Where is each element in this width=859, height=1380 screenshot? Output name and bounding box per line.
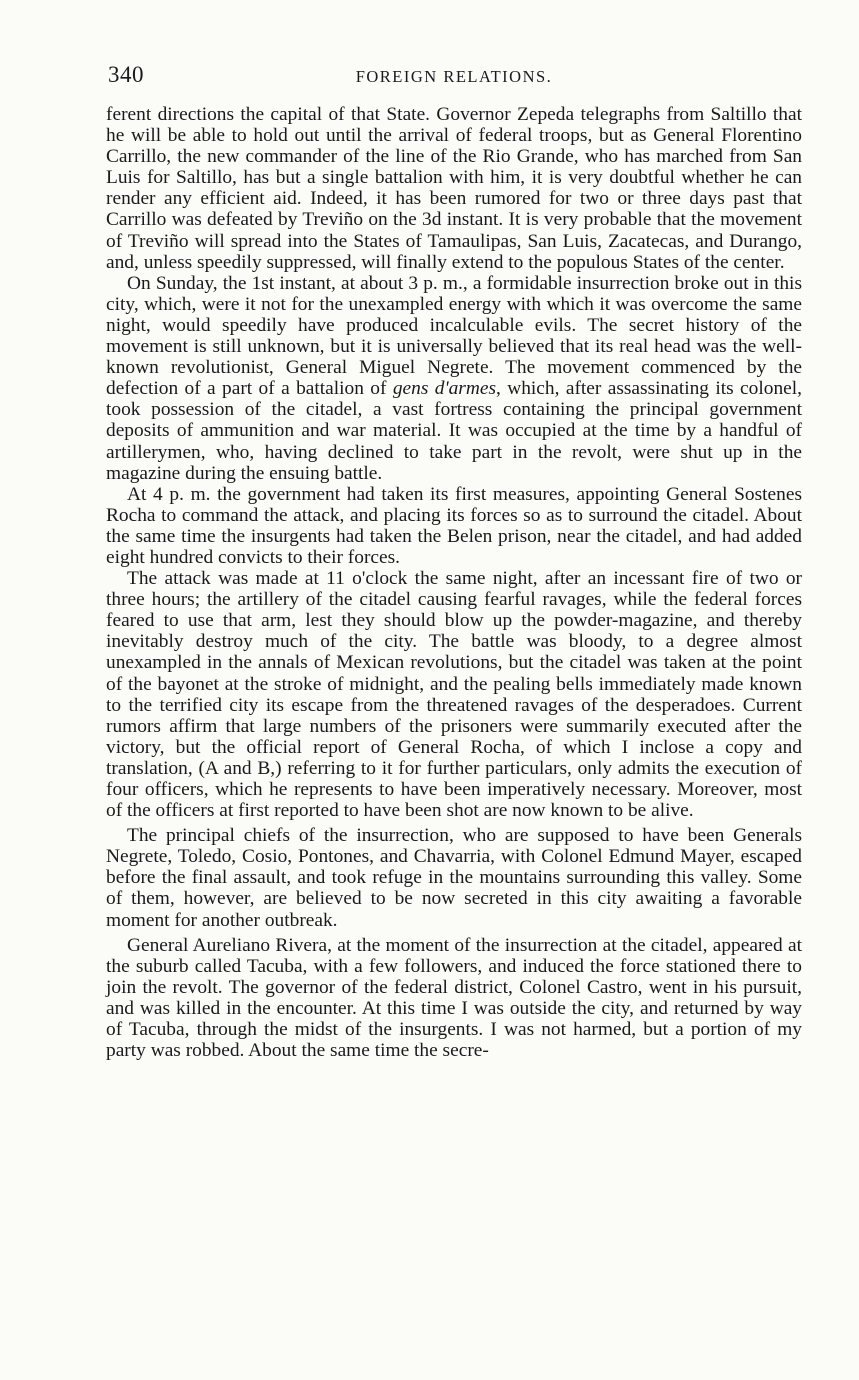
document-page: [106, 62, 802, 1061]
paragraph-3: At 4 p. m. the government had taken its first measures, appointing General Sostenes Rocha to command the attack, and placing its forces so as to surround the citadel. About the same time the insurgents had taken the Belen prison, near the citadel, and had added eight hundred convicts to their forces.: [106, 483, 802, 568]
paragraph-5: The principal chiefs of the insurrection, who are supposed to have been Generals Negrete, Toledo, Cosio, Pontones, and Chavarria, with Colonel Edmund Mayer, escaped before the final assault, and took refuge in the mountains surrounding this valley. Some of them, however, are believed to be now secreted in this city awaiting a favorable moment for another outbreak.: [106, 825, 802, 931]
paragraph-6: General Aureliano Rivera, at the moment of the insurrection at the citadel, appeared at the suburb called Tacuba, with a few followers, and induced the force stationed there to join the revolt. The governor of the federal district, Colonel Castro, went in his pursuit, and was killed in the encounter. At this time I was outside the city, and returned by way of Tacuba, through the midst of the insurgents. I was not harmed, but a portion of my party was robbed. About the same time the secre-: [106, 934, 802, 1062]
paragraph-2: [106, 273, 802, 484]
paragraph-1: ferent directions the capital of that State. Governor Zepeda telegraphs from Saltillo that he will be able to hold out until the arrival of federal troops, but as General Florentino Carrillo, the new commander of the line of the Rio Grande, who has marched from San Luis for Saltillo, has but a single battalion with him, it is very doubtful whether he can render any efficient aid. Indeed, it has been rumored for two or three days past that Carrillo was defeated by Treviño on the 3d instant. It is very probable that the movement of Treviño will spread into the States of Tamaulipas, San Luis, Zacatecas, and Durango, and, unless speedily suppressed, will finally extend to the populous States of the center.: [106, 104, 802, 273]
body-text: [106, 104, 802, 1061]
paragraph-2-part-1: On Sunday, the 1st instant, at about 3 p. m., a formidable insurrection broke out in this city, which, were it not for the unexampled energy with which it was overcome the same night, would speedily have produced incalculable evils. The secret history of the movement is still unknown, but it is universally believed that its real head was the well-known revolutionist, General Miguel Negrete. The movement commenced by the defection of a part of a battalion of: [106, 272, 802, 400]
page-header: [106, 62, 802, 90]
paragraph-2-italic: gens d'armes: [392, 378, 496, 400]
running-head: FOREIGN RELATIONS.: [355, 67, 553, 86]
paragraph-4: The attack was made at 11 o'clock the same night, after an incessant fire of two or three hours; the artillery of the citadel causing fearful ravages, while the federal forces feared to use that arm, lest they should blow up the powder-magazine, and thereby inevitably destroy much of the city. The battle was bloody, to a degree almost unexampled in the annals of Mexican revolutions, but the citadel was taken at the point of the bayonet at the stroke of midnight, and the pealing bells immediately made known to the terrified city its escape from the threatened ravages of the desperadoes. Current rumors affirm that large numbers of the prisoners were summarily executed after the victory, but the official report of General Rocha, of which I inclose a copy and translation, (A and B,) referring to it for further particulars, only admits the execution of four officers, which he represents to have been imperatively necessary. Moreover, most of the officers at first reported to have been shot are now known to be alive.: [106, 568, 802, 822]
page-number: 340: [108, 62, 144, 87]
paragraph-2-part-2: , which, after assassinating its colonel, took possession of the citadel, a vast fortress containing the principal government deposits of ammunition and war material. It was occupied at the time by a handful of artillerymen, who, having declined to take part in the revolt, were shut up in the magazine during the ensuing battle.: [106, 378, 802, 484]
